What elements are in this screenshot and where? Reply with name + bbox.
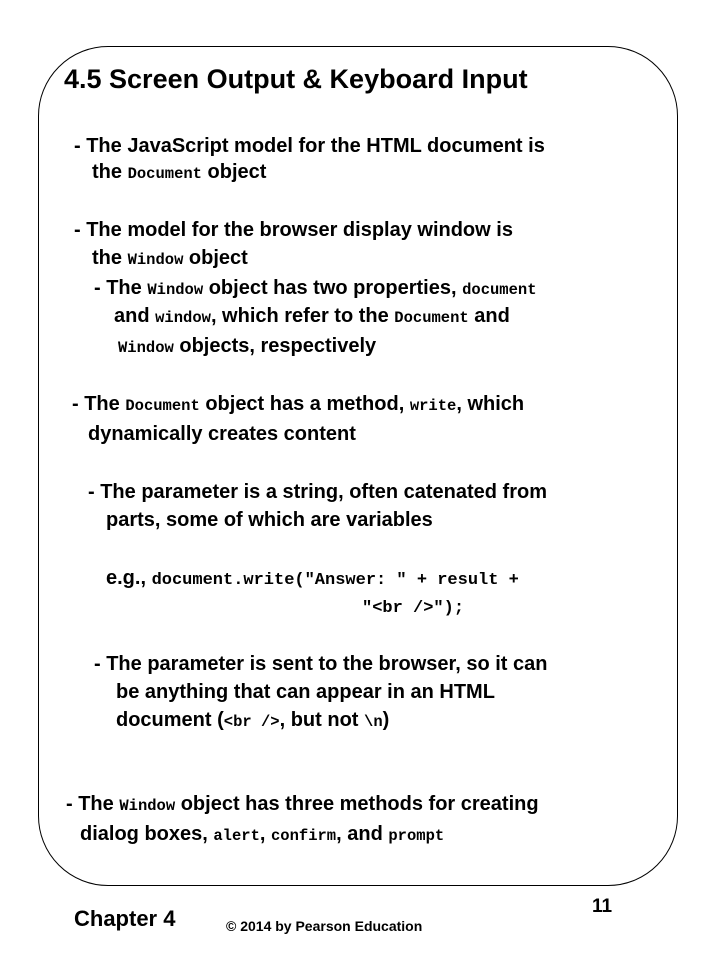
code-span: Window — [118, 339, 174, 357]
text-span: and — [114, 305, 156, 327]
text-line — [74, 218, 513, 242]
text-span: the — [92, 161, 128, 183]
text-span: object has three methods for creating — [175, 793, 539, 815]
code-span: document — [462, 281, 537, 299]
text-span: be anything that can appear in an HTML — [116, 681, 495, 703]
text-line — [106, 508, 433, 532]
code-span: write — [409, 397, 457, 415]
text-span: the — [92, 247, 128, 269]
code-span: Document — [127, 165, 202, 183]
slide-title: 4.5 Screen Output & Keyboard Input — [64, 64, 528, 94]
text-span: - The — [66, 793, 120, 815]
text-span: e.g., — [106, 567, 152, 589]
code-span: Window — [127, 251, 184, 269]
text-line — [88, 422, 356, 446]
text-line — [66, 792, 539, 818]
text-span: - The JavaScript model for the HTML document is — [74, 135, 545, 157]
code-span: Window — [147, 281, 204, 299]
text-span: object — [183, 247, 248, 269]
code-span: \n — [364, 713, 383, 731]
text-span: - The — [94, 277, 148, 299]
text-line — [88, 480, 547, 504]
text-line — [92, 160, 266, 186]
text-span: ) — [382, 709, 390, 731]
text-line — [94, 652, 547, 676]
code-span: Window — [119, 797, 176, 815]
text-span: - The parameter is sent to the browser, so it can — [94, 653, 548, 675]
text-span: dynamically creates content — [88, 423, 356, 445]
code-span: Document — [125, 397, 200, 415]
text-line — [80, 822, 444, 848]
text-span: dialog boxes, — [80, 823, 214, 845]
text-line — [72, 392, 524, 418]
text-line — [116, 708, 389, 734]
footer-copyright: © 2014 by Pearson Education — [226, 918, 423, 934]
text-span: object — [201, 161, 267, 183]
text-span: , — [259, 823, 271, 845]
text-span: , which — [456, 393, 525, 415]
text-span: object has a method, — [199, 393, 410, 415]
text-span: - The — [72, 393, 126, 415]
text-span: and — [468, 305, 510, 327]
code-span: confirm — [271, 827, 337, 845]
text-span: - The model for the browser display window is — [74, 219, 513, 241]
text-line — [118, 334, 376, 360]
text-span: object has two properties, — [203, 277, 463, 299]
code-span: <br /> — [223, 713, 280, 731]
text-span: , but not — [279, 709, 365, 731]
text-span: , which refer to the — [210, 305, 395, 327]
page-number: 11 — [592, 896, 613, 917]
footer-chapter: Chapter 4 — [74, 906, 176, 931]
code-span: Document — [394, 309, 469, 327]
text-span: document ( — [116, 709, 224, 731]
code-span: document.write("Answer: " + result + — [151, 571, 519, 590]
text-line — [94, 276, 537, 302]
code-span: "<br />"); — [362, 599, 465, 618]
text-span: - The parameter is a string, often catenated from — [88, 481, 547, 503]
text-line — [106, 566, 519, 593]
code-span: window — [155, 309, 211, 327]
text-span: objects, respectively — [173, 335, 377, 357]
text-span: parts, some of which are variables — [106, 509, 433, 531]
text-line — [92, 246, 248, 272]
text-line — [116, 680, 495, 704]
code-span: alert — [213, 827, 260, 845]
code-span: prompt — [388, 827, 445, 845]
text-span: , and — [336, 823, 389, 845]
text-line — [114, 304, 510, 330]
text-line — [74, 134, 545, 158]
text-line — [362, 594, 464, 621]
